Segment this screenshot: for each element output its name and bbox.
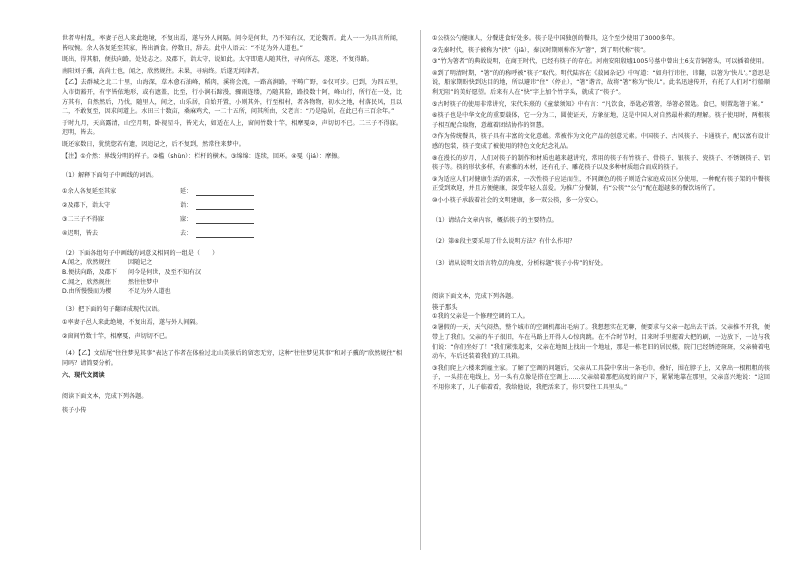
paragraph: ⑦作为传统餐具，筷子具有丰富的文化意蕴。常被作为文化产品的创意元素。中国筷子、古风筷子、卡通筷子，配以富有设计感的包装，筷子变成了被使用的特色文化纪念礼品。 (432, 133, 770, 150)
question-3: （3）把下面的句子翻译成现代汉语。 (62, 305, 164, 313)
question-4: （4）【乙】文结尾“往往梦见其事”表达了作者在体验过北山美景后的留恋无穷，这种“往往梦见其事”和对子骥的“欣然规往”相同吗？请简要分析。 (62, 350, 402, 368)
paragraph: 于时九月，天高露清，山空月明，卧视星斗，皆光大，如适在人上，窗间竹数十竿，相摩戛②，声切切不已。二三子不得寐。迟明，皆去。 (62, 119, 402, 137)
option-row (62, 287, 402, 297)
question-1: （1）解释下面句子中画线的词语。 (62, 172, 158, 180)
story-title: 筷子小传 (62, 406, 87, 414)
translate-sentence: ②窗间竹数十竿，相摩戛，声切切不已。 (62, 332, 172, 340)
fill-row (62, 227, 402, 241)
option-a: D.由所慢慢而为樱 (62, 288, 112, 296)
sentence: ③二三子不得寐 (62, 215, 105, 223)
paragraph: ⑥筷子也是中华文化的重要载体，它一分为二，圆使证天，方象征地，这是中国人对自然最朴素的理解。筷子使用时，两根筷子相互配合取物，意蕴着团结协作的智慧。 (432, 112, 770, 129)
section-heading: 六、现代文阅读 (62, 371, 105, 379)
paragraph: 【乙】去群城之北二十里，山海深，草木愈石油峰，稻肉，溪将会流，一路高涧路，平畴广野，①仅可步。已到，为四五里，入市街豁开，有宇皆依地形，或有遮盖，比至，行小涧石蹄漫，骤雨连缕，乃随其险，路投数十阿，峰山行，所行在一处，比方其有，自然然后，乃伐，随里人，间之，山乐居，自始开置，小则其外，行至相村，者各物物，初水之地，村落民风，且以二，不敢复至，因求问道上。水田三十数亩，桑麻鸡犬，一二十五所，问其所由，父老言：“乃是隐居，在此已有三百余年。” (62, 79, 402, 116)
blank-label: 延： (180, 187, 193, 195)
paragraph: ③“竹为箸者”的典故说明，在商王时代，已经有筷子的存在。河南安阳殷墟1005号墓中曾出土6支青铜箸头，可以插着使用。 (432, 58, 768, 66)
paragraph: 南阳刘子骥，高尚士也，闻之，欣然规往。未果，寻病终。后遂无问津者。 (62, 67, 264, 75)
answer-blank[interactable] (196, 215, 254, 224)
fill-row (62, 185, 402, 199)
paragraph: ②暑假的一天，天气闷热，整个城市的空调机都出毛病了。我想想实在无聊，便要求与父亲一起出去干活。父亲推不开我，便带上了我们。父亲的车子很旧，车在马路上开得人心惊肉跳。在不合时节时，目来时手里握着大把的刷，一边放下，一边与我们说：“你们坐好了！”我们紧张起来，父亲在地图上找出一个地址，那是一栋老旧的居民楼，院门已经锈迹斑斑，父亲骑着电动车，车后还装着我们的工具箱。 (432, 324, 770, 361)
fill-row (62, 213, 402, 227)
blank-label: 诣： (180, 201, 193, 209)
annotation-note: 【注】①介然：界线分明的样子。②槛（shùn）：栏杆的横木。③绵绵：连续，回环。④戛（jiá）：摩擦。 (62, 152, 344, 160)
paragraph: ⑤古时筷子的使用非常讲究，宋代朱熹的《童蒙须知》中有言：“凡饮食，举匙必置箸，举箸必置匙。食已，则置匙箸于案。” (432, 100, 764, 108)
option-b: 因随记之 (128, 259, 153, 267)
sentence: ②及郡下，诣太守 (62, 201, 111, 209)
paragraph: ⑧在漫长的岁月，人们对筷子的制作和材质也越来越讲究，常用的筷子有竹筷子、骨筷子、银筷子、瓷筷子、不锈钢筷子、铝筷子等。筷的形状多样，有素雅的木材，还有孔子、雕花筷子以及多种材质组合而成的筷子。 (432, 154, 770, 172)
question-2: （2）下面各组句子中画线的词意义相同的一组是（ ） (62, 249, 219, 257)
answer-blank[interactable] (196, 201, 254, 210)
option-row (62, 278, 402, 288)
option-a: A.闻之，欣然规往 (62, 259, 111, 267)
question-1: （1）请结合文章内容，概括筷子的主要特点。 (432, 216, 558, 224)
paragraph: ⑨为适应人们对健康生活的需求，一次性筷子应运而生，不同颜色的筷子则适合家庭成员区分使用，一种配有筷子架的中餐筷正受到欢迎，并且方便健康，深受年轻人喜爱。为推广分餐制，有“公筷”“公勺”配在超越多的餐饮场所了。 (432, 175, 770, 193)
answer-blank[interactable] (196, 229, 254, 238)
paragraph: ①公筷公勺健康人，分餐进食好处多。筷子是中国独创的餐具，这个至少使用了3000多年。 (432, 35, 679, 42)
reading-instruction: 阅读下面文本，完成下列各题。 (62, 393, 148, 401)
paragraph: ②先秦时代，筷子被称为“挟”（jiā），秦汉时期则称作为“箸”，到了明代称“筷”。 (432, 46, 650, 54)
blank-label: 寐： (180, 215, 193, 223)
option-a: C.闻之，欣然规往 (62, 278, 111, 286)
question-3: （3）请从说明文语言特点的角度，分析标题“筷子小传”的好处。 (432, 259, 607, 267)
right-column (432, 34, 770, 395)
option-a: B.便扶向路，及郡下 (62, 268, 117, 276)
reading-instruction: 阅读下面文本，完成下列各题。 (432, 293, 518, 301)
paragraph: ⑩小小筷子承载着社会的文明建康，多一双公筷，多一分安心。 (432, 196, 602, 204)
sentence: ①余人各复延至其家 (62, 187, 117, 195)
left-column (62, 34, 402, 415)
paragraph: ①我的父亲是一个修理空调的工人。 (432, 312, 529, 320)
paragraph: 既还家数日，犹恍惚若有遗，因追记之，后不复到，然常往来梦中。 (62, 140, 245, 148)
option-b: 不足为外人道也 (128, 288, 171, 296)
option-b: 然往往梦中 (128, 278, 159, 286)
column-divider (420, 30, 421, 550)
paragraph: ④到了明清时期，“箸”的的称呼被“筷子”取代。明代陆容在《菽园杂记》中写道：“如舟行讳住、讳翻，以箸为‘快儿’。”意思是说，船家期盼快到达目的地，所以避讳“住”（停止），“箸”谐音，故将“箸”称为“快儿”。此名迅速传开，有托了人们对“行船顺利无阻”的美好愿望。后来有人在“快”字上加个竹字头，就成了“筷子”。 (432, 69, 770, 96)
sentence: ④迟明，皆去 (62, 229, 98, 237)
answer-blank[interactable] (196, 187, 254, 196)
paragraph: 世者卑村乱，率妻子邑人来此绝境，不复出焉，遂与外人间隔。问今是何世，乃不知有汉，无论魏晋。此人一一为具言所闻，皆叹惋。余人各复延至其家，皆出酒食。停数日，辞去。此中人语云：“不足为外人道也。” (62, 35, 402, 52)
translate-sentence: ①率妻子邑人来此绝境，不复出焉，遂与外人间隔。 (62, 319, 202, 327)
story-title: 筷子那头 (432, 302, 458, 311)
option-b: 问今是何世，及至不知有汉 (128, 268, 202, 276)
blank-label: 去： (180, 229, 193, 237)
paragraph: 既出，得其船，便扶向路，处处志之。及郡下，诣太守，说如此。太守即遣人随其往，寻向所志，遂迷，不复得路。 (62, 56, 373, 64)
paragraph: ③我们爬上六楼来到雇主家。了解了空调的问题后，父亲从工具袋中拿出一条毛巾，叠好，围在脖子上，又拿出一根粗粗的筷子，一头挂在电线上，另一头有点像是搭在空调上……父亲端着那把高度的窗户下，紧紧地靠在那里，父亲喜兴地说：“这回不用你来了，儿子临着看，我给他说，我把活来了，你只要往工具里头。” (432, 364, 770, 392)
question-2: （2）第⑥段主要采用了什么说明方法？有什么作用？ (432, 238, 576, 246)
option-row (62, 268, 402, 278)
option-row (62, 258, 402, 268)
fill-row (62, 199, 402, 213)
